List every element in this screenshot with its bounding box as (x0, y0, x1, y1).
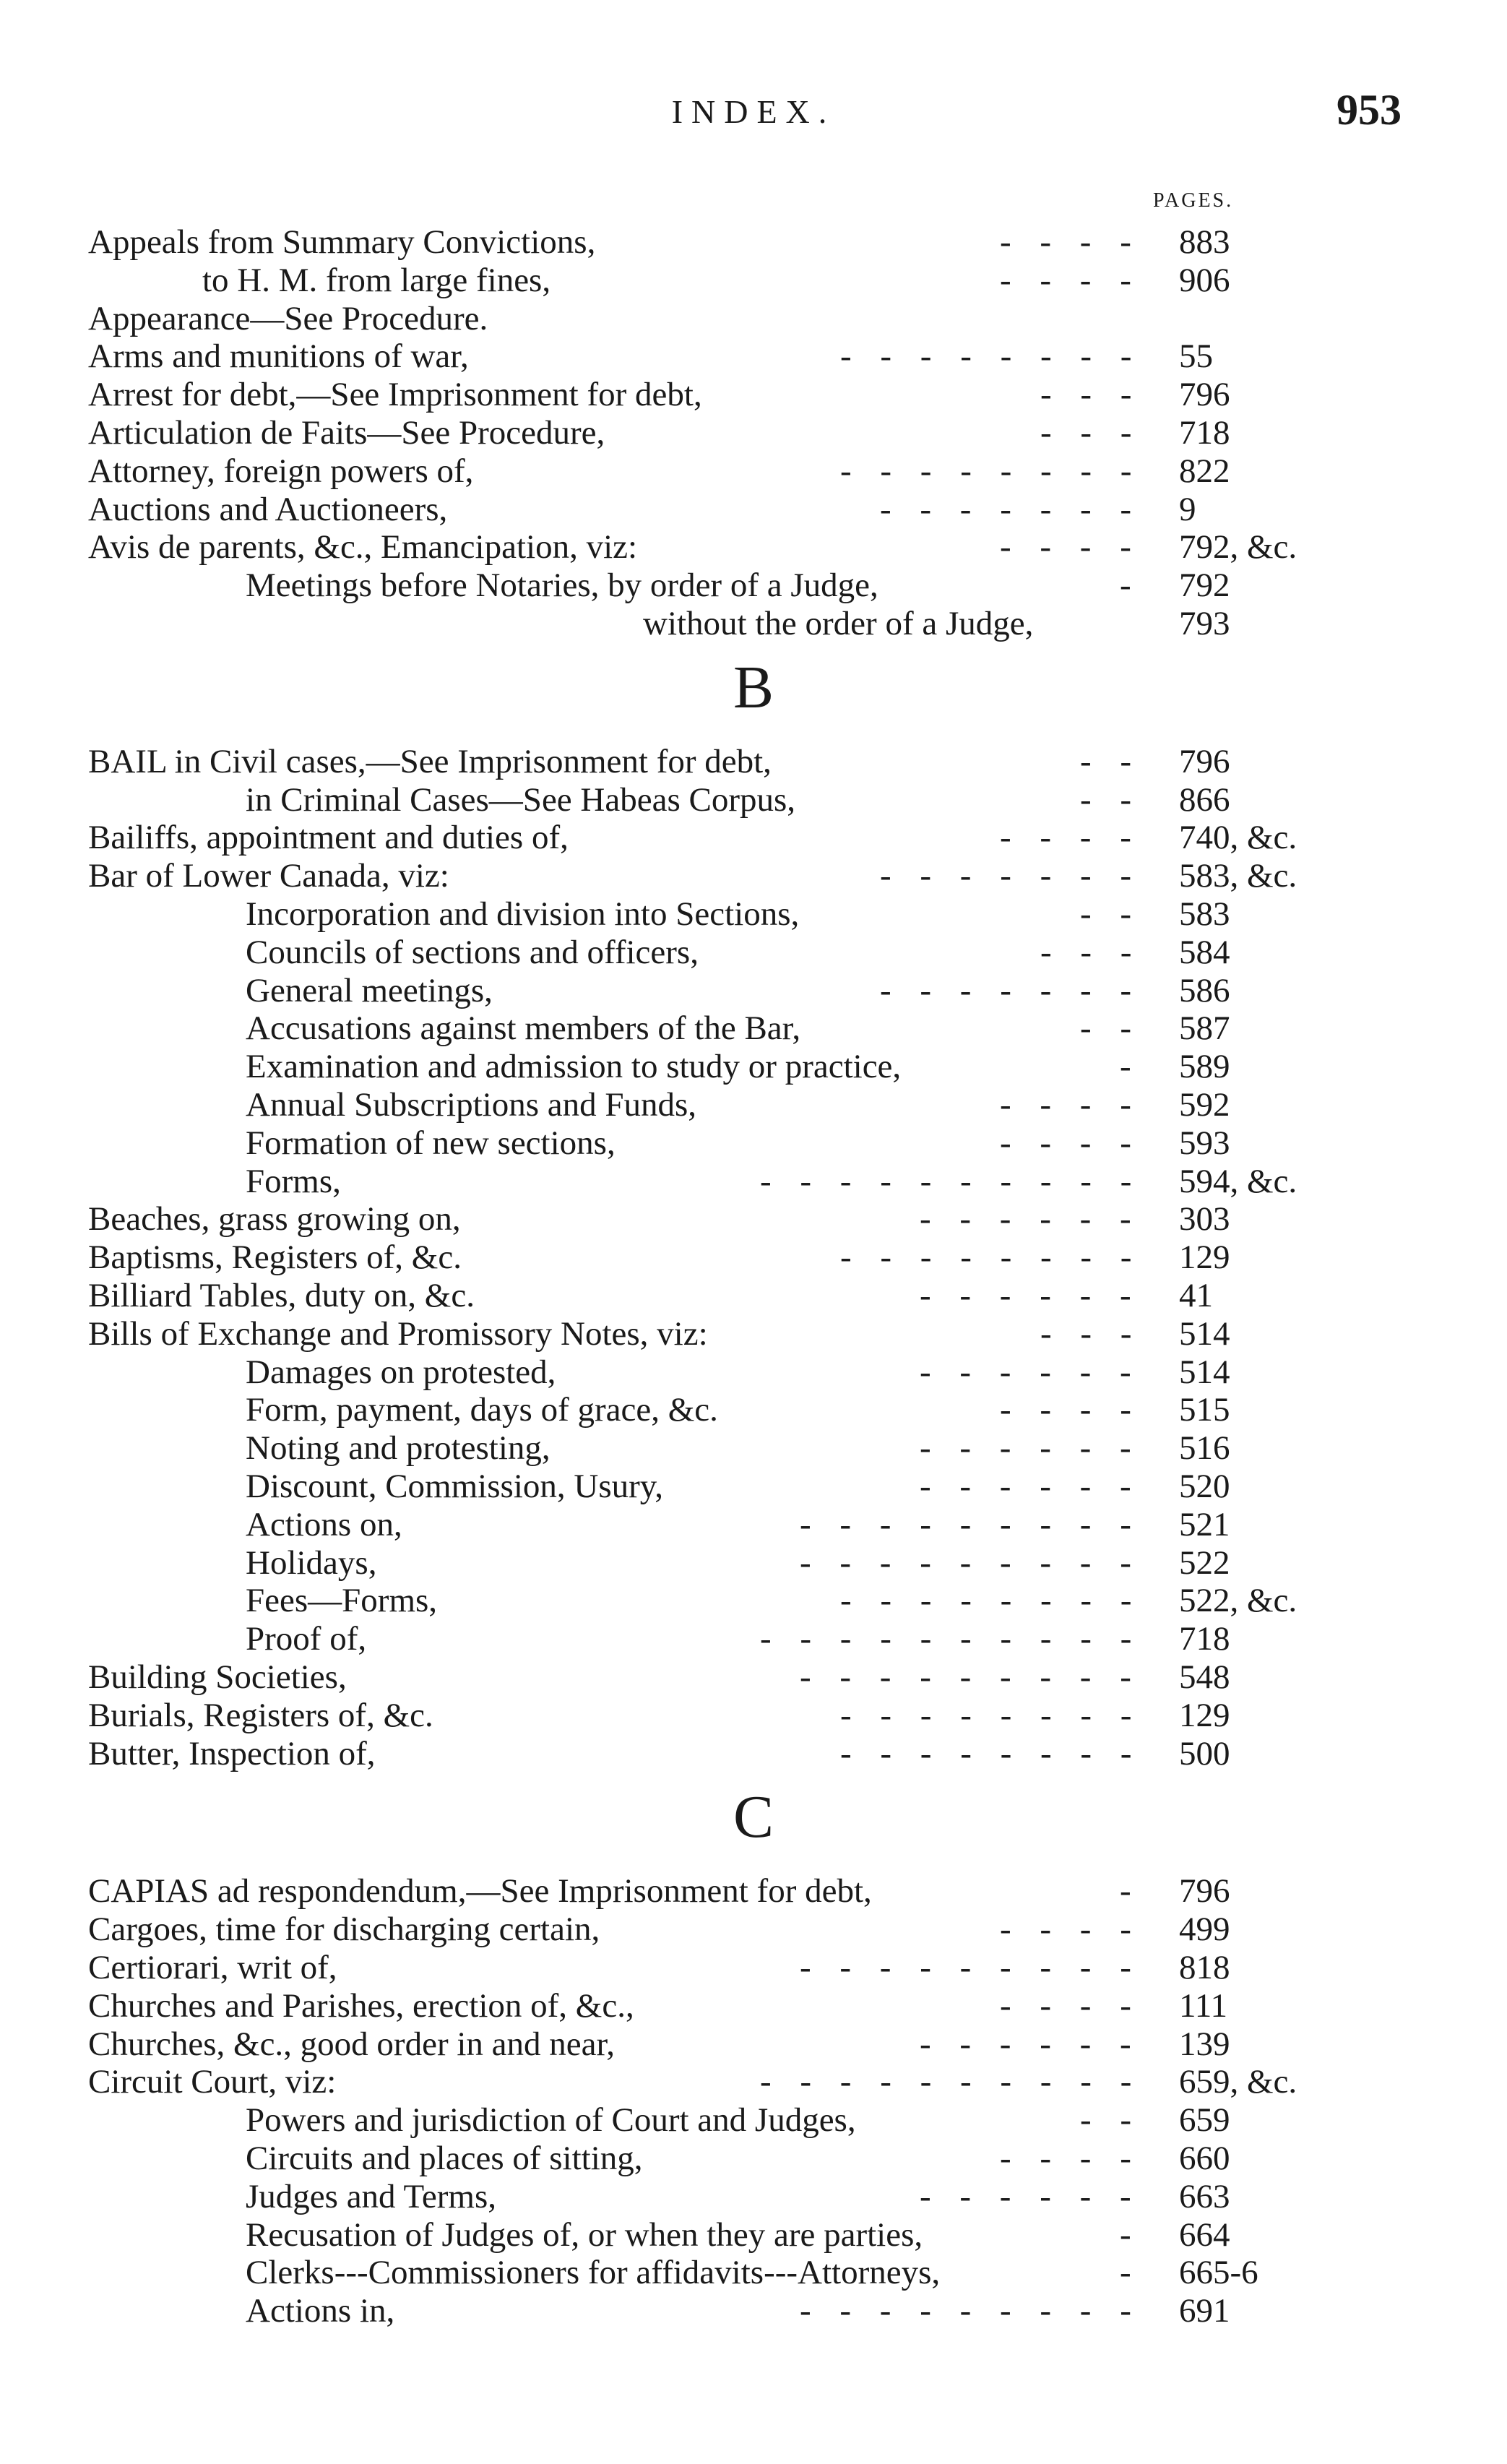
entry-page: 499 (1179, 1911, 1230, 1949)
entry-text: without the order of a Judge, (643, 605, 1034, 642)
entry-page: 514 (1179, 1314, 1230, 1353)
entry-text: Fees—Forms, (246, 1582, 438, 1620)
entry-text: in Criminal Cases—See Habeas Corpus, (246, 780, 796, 819)
entry-page: 55 (1179, 337, 1213, 376)
dot-leader: - - - - - - - - (840, 337, 1142, 376)
entry-page: 659 (1179, 2101, 1230, 2140)
entry-text: Forms, (246, 1162, 341, 1200)
dot-leader: - - - (1040, 376, 1142, 414)
entry-page: 592 (1179, 1086, 1230, 1124)
entry-text: Billiard Tables, duty on, &c. (88, 1277, 475, 1314)
entry-text: Actions in, (246, 2292, 395, 2330)
entry-text: Holidays, (246, 1543, 377, 1582)
entry-text: Baptisms, Registers of, &c. (88, 1239, 462, 1277)
dot-leader: - (1120, 567, 1141, 605)
entry-text: Noting and protesting, (246, 1429, 550, 1468)
entry-text: Burials, Registers of, &c. (88, 1696, 433, 1734)
index-entry (0, 1199, 1507, 1239)
index-entry (0, 2215, 1507, 2254)
dot-leader: - - - - - - - (880, 971, 1142, 1009)
entry-text: Powers and jurisdiction of Court and Judges, (246, 2101, 856, 2140)
index-entry (0, 2062, 1507, 2101)
entry-page: 796 (1179, 376, 1230, 414)
index-entry (0, 1047, 1507, 1086)
index-entry (0, 299, 1507, 338)
dot-leader: - - - - - - - - (840, 1582, 1142, 1620)
entry-page: 718 (1179, 414, 1230, 452)
entry-page: 796 (1179, 742, 1230, 780)
dot-leader: - - (1080, 1009, 1142, 1048)
entry-text: Damages on protested, (246, 1353, 556, 1391)
dot-leader: - - - - - - (920, 1353, 1141, 1391)
entry-text: Proof of, (246, 1620, 367, 1658)
entry-text: Churches, &c., good order in and near, (88, 2025, 616, 2063)
dot-leader: - - - - - - (920, 1200, 1141, 1239)
entry-text: Arrest for debt,—See Imprisonment for debt, (88, 376, 702, 414)
index-entry (0, 2253, 1507, 2292)
entry-page: 586 (1179, 971, 1230, 1009)
entry-page: 139 (1179, 2025, 1230, 2063)
dot-leader: - - - (1040, 933, 1142, 971)
entry-text: Appeals from Summary Convictions, (88, 223, 596, 261)
entry-page: 111 (1179, 1986, 1228, 2025)
index-entry (0, 1986, 1507, 2025)
index-entry (0, 1124, 1507, 1163)
index-entry (0, 856, 1507, 895)
index-entry (0, 1276, 1507, 1315)
entry-text: Cargoes, time for discharging certain, (88, 1911, 600, 1949)
entry-page: 593 (1179, 1124, 1230, 1162)
entry-text: Beaches, grass growing on, (88, 1200, 461, 1239)
entry-text: Bills of Exchange and Promissory Notes, viz: (88, 1314, 708, 1353)
dot-leader: - - - - - - (920, 1277, 1141, 1314)
dot-leader: - - - - - - (920, 2177, 1141, 2215)
dot-leader: - - - - - - (920, 1468, 1141, 1505)
entry-page: 866 (1179, 780, 1230, 819)
entry-text: Accusations against members of the Bar, (246, 1009, 801, 1048)
dot-leader: - - - - (1000, 1391, 1141, 1429)
index-entry (0, 1009, 1507, 1048)
dot-leader: - - - - (1000, 261, 1141, 299)
dot-leader: - - - - - - - - (840, 1239, 1142, 1277)
dot-leader: - - - - (1000, 1086, 1141, 1124)
entry-page: 129 (1179, 1696, 1230, 1734)
entry-text: Churches and Parishes, erection of, &c., (88, 1986, 634, 2025)
index-entry (0, 1429, 1507, 1468)
dot-leader: - - (1080, 742, 1142, 780)
entry-page: 691 (1179, 2292, 1230, 2330)
dot-leader: - (1120, 2215, 1141, 2254)
entry-page: 515 (1179, 1391, 1230, 1429)
entry-page: 740, &c. (1179, 819, 1297, 857)
entry-page: 665-6 (1179, 2254, 1258, 2292)
index-entry (0, 1871, 1507, 1911)
dot-leader: - - (1080, 895, 1142, 933)
dot-leader: - - - - - - (920, 1429, 1141, 1468)
entry-page: 822 (1179, 452, 1230, 490)
dot-leader: - - (1080, 780, 1142, 819)
index-entry (0, 1734, 1507, 1773)
index-entry (0, 2139, 1507, 2178)
entry-page: 303 (1179, 1200, 1230, 1239)
index-entry (0, 1948, 1507, 1987)
entry-text: BAIL in Civil cases,—See Imprisonment for debt, (88, 742, 772, 780)
index-entry (0, 1505, 1507, 1544)
entry-page: 520 (1179, 1468, 1230, 1505)
index-entry (0, 413, 1507, 452)
entry-text: Arms and munitions of war, (88, 337, 469, 376)
index-entry (0, 1390, 1507, 1429)
index-entry (0, 1085, 1507, 1124)
entry-text: Bailiffs, appointment and duties of, (88, 819, 569, 857)
index-entry (0, 1467, 1507, 1506)
entry-text: Judges and Terms, (246, 2177, 496, 2215)
entry-text: Avis de parents, &c., Emancipation, viz: (88, 528, 638, 567)
dot-leader: - - - - - - - - - - (760, 2063, 1142, 2101)
index-entry (0, 1619, 1507, 1658)
index-entry (0, 818, 1507, 857)
entry-page: 883 (1179, 223, 1230, 261)
dot-leader: - - - - - - - (880, 857, 1142, 895)
index-entry (0, 2177, 1507, 2216)
entry-page: 521 (1179, 1505, 1230, 1543)
entry-page: 906 (1179, 261, 1230, 299)
pages-column-label: PAGES. (1153, 189, 1234, 212)
entry-page: 792 (1179, 567, 1230, 605)
dot-leader: - - - - - - - - - (800, 1543, 1141, 1582)
entry-page: 663 (1179, 2177, 1230, 2215)
dot-leader: - - - (1040, 1314, 1142, 1353)
index-entry (0, 261, 1507, 300)
entry-text: General meetings, (246, 971, 493, 1009)
entry-page: 587 (1179, 1009, 1230, 1048)
entry-page: 41 (1179, 1277, 1213, 1314)
entry-text: Bar of Lower Canada, viz: (88, 857, 449, 895)
entry-page: 516 (1179, 1429, 1230, 1468)
entry-page: 793 (1179, 605, 1230, 642)
dot-leader: - - - - - - (920, 2025, 1141, 2063)
entry-page: 660 (1179, 2140, 1230, 2177)
entry-text: Incorporation and division into Sections, (246, 895, 800, 933)
entry-page: 594, &c. (1179, 1162, 1297, 1200)
index-entry (0, 1162, 1507, 1201)
index-entry (0, 971, 1507, 1010)
index-entry (0, 375, 1507, 414)
dot-leader: - - - - - - - - - - (760, 1162, 1142, 1200)
entry-text: Circuit Court, viz: (88, 2063, 337, 2101)
index-entry (0, 490, 1507, 529)
entry-text: Recusation of Judges of, or when they are parties, (246, 2215, 923, 2254)
dot-leader: - - - - - - - (880, 490, 1142, 528)
entry-page: 9 (1179, 490, 1196, 528)
index-entry (0, 1353, 1507, 1392)
entry-page: 514 (1179, 1353, 1230, 1391)
dot-leader: - - - - - - - - - (800, 1658, 1141, 1696)
index-entry (0, 780, 1507, 819)
index-entry (0, 933, 1507, 972)
entry-text: Articulation de Faits—See Procedure, (88, 414, 605, 452)
index-entry (0, 566, 1507, 605)
dot-leader: - - - - - - - - - (800, 1505, 1141, 1543)
entry-text: to H. M. from large fines, (202, 261, 551, 299)
entry-page: 548 (1179, 1658, 1230, 1696)
index-entry (0, 452, 1507, 491)
entry-text: Actions on, (246, 1505, 402, 1543)
entry-page: 796 (1179, 1872, 1230, 1911)
index-entry (0, 1314, 1507, 1353)
entry-page: 718 (1179, 1620, 1230, 1658)
entry-page: 522 (1179, 1543, 1230, 1582)
entry-text: Councils of sections and officers, (246, 933, 699, 971)
entry-page: 500 (1179, 1734, 1230, 1772)
dot-leader: - (1120, 1048, 1141, 1086)
index-entry (0, 1543, 1507, 1582)
index-entry (0, 2291, 1507, 2330)
entry-text: CAPIAS ad respondendum,—See Imprisonment for debt, (88, 1872, 872, 1911)
entry-page: 584 (1179, 933, 1230, 971)
entry-text: Examination and admission to study or practice, (246, 1048, 902, 1086)
dot-leader: - - (1080, 2101, 1142, 2140)
index-entry (0, 1581, 1507, 1620)
page-number: 953 (1337, 86, 1402, 134)
entry-page: 659, &c. (1179, 2063, 1297, 2101)
index-entry (0, 1658, 1507, 1697)
dot-leader: - - - (1040, 414, 1142, 452)
entry-page: 664 (1179, 2215, 1230, 2254)
entry-text: Formation of new sections, (246, 1124, 616, 1162)
entry-page: 589 (1179, 1048, 1230, 1086)
dot-leader: - - - - - - - - (840, 1734, 1142, 1772)
entry-page: 583, &c. (1179, 857, 1297, 895)
dot-leader: - - - - (1000, 1124, 1141, 1162)
entry-text: Auctions and Auctioneers, (88, 490, 448, 528)
entry-text: Appearance—See Procedure. (88, 299, 488, 337)
index-entry (0, 337, 1507, 376)
index-entry (0, 2025, 1507, 2064)
dot-leader: - (1120, 1872, 1141, 1911)
dot-leader: - - - - - - - - - (800, 2292, 1141, 2330)
entry-text: Certiorari, writ of, (88, 1949, 337, 1986)
dot-leader: - - - - (1000, 819, 1141, 857)
index-entry (0, 604, 1507, 643)
entry-text: Clerks---Commissioners for affidavits---Attorneys, (246, 2254, 941, 2292)
entry-page: 792, &c. (1179, 528, 1297, 567)
entry-page: 522, &c. (1179, 1582, 1297, 1620)
section-letter: B (733, 653, 774, 721)
dot-leader: - - - - (1000, 2140, 1141, 2177)
entry-page: 129 (1179, 1239, 1230, 1277)
entry-text: Butter, Inspection of, (88, 1734, 376, 1772)
entry-text: Meetings before Notaries, by order of a Judge, (246, 567, 878, 605)
index-entry (0, 1910, 1507, 1949)
entry-page: 583 (1179, 895, 1230, 933)
index-entry (0, 223, 1507, 262)
dot-leader: - - - - - - - - - - (760, 1620, 1142, 1658)
entry-text: Circuits and places of sitting, (246, 2140, 643, 2177)
dot-leader: - - - - (1000, 1986, 1141, 2025)
index-entry (0, 1696, 1507, 1735)
dot-leader: - - - - - - - - (840, 452, 1142, 490)
index-entry (0, 1238, 1507, 1277)
index-entry (0, 527, 1507, 567)
index-entry (0, 2101, 1507, 2140)
dot-leader: - - - - (1000, 528, 1141, 567)
entry-text: Building Societies, (88, 1658, 347, 1696)
dot-leader: - - - - (1000, 223, 1141, 261)
dot-leader: - - - - - - - - - (800, 1949, 1141, 1986)
running-head-title: INDEX. (671, 93, 836, 130)
entry-text: Form, payment, days of grace, &c. (246, 1391, 718, 1429)
entry-page: 818 (1179, 1949, 1230, 1986)
index-entry (0, 742, 1507, 781)
section-letter: C (733, 1783, 774, 1851)
dot-leader: - (1120, 2254, 1141, 2292)
entry-text: Annual Subscriptions and Funds, (246, 1086, 697, 1124)
index-entry (0, 895, 1507, 934)
entry-text: Discount, Commission, Usury, (246, 1468, 663, 1505)
dot-leader: - - - - - - - - (840, 1696, 1142, 1734)
dot-leader: - - - - (1000, 1911, 1141, 1949)
entry-text: Attorney, foreign powers of, (88, 452, 474, 490)
